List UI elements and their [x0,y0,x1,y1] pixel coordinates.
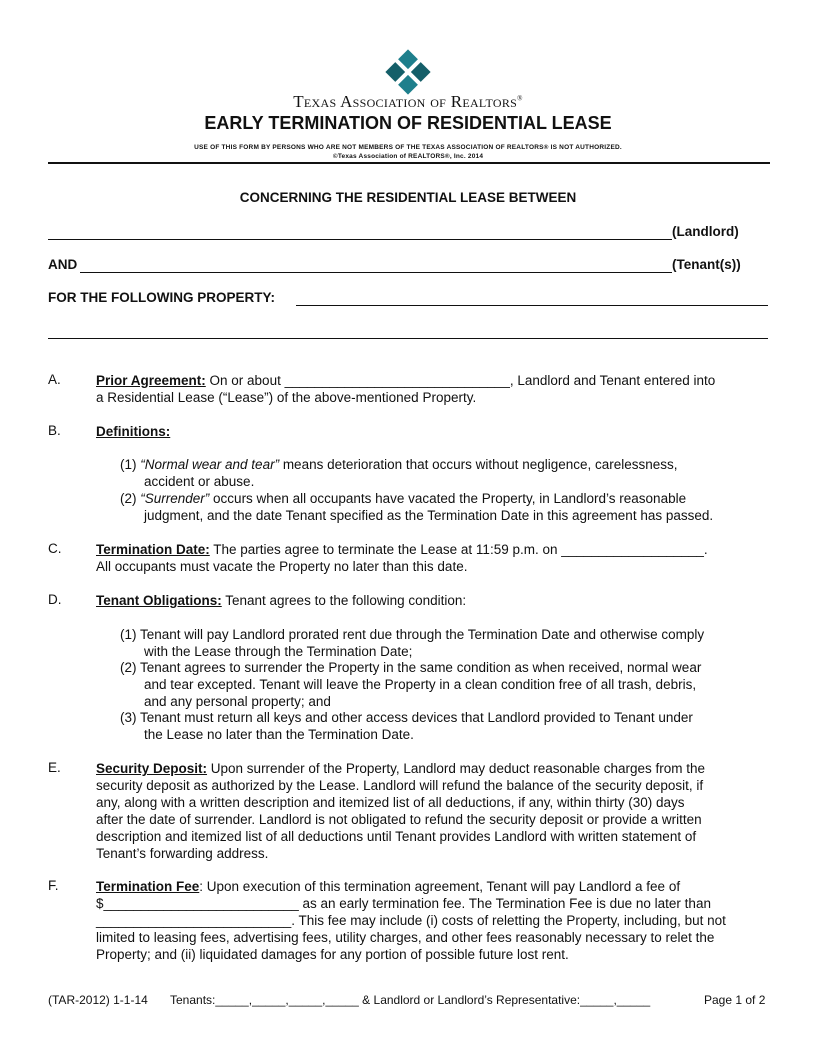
section-c-letter: C. [48,541,62,556]
landlord-label: (Landlord) [672,224,739,239]
landlord-field[interactable] [48,239,672,240]
property-label: FOR THE FOLLOWING PROPERTY: [48,290,275,305]
tenant-field[interactable] [80,272,672,273]
section-d-letter: D. [48,592,62,607]
form-title: EARLY TERMINATION OF RESIDENTIAL LEASE [204,113,612,133]
section-e-heading: Security Deposit: [96,761,208,776]
tar-logo-icon [382,46,434,98]
obligation-1: (1) Tenant will pay Landlord prorated rent due through the Termination Date and otherwise comply with the Lease through the Termination Date; [120,627,705,659]
section-d: Tenant Obligations: Tenant agrees to the following condition: [96,593,467,608]
section-a-heading: Prior Agreement: [96,373,206,388]
section-f-letter: F. [48,878,59,893]
obligation-2: (2) Tenant agrees to surrender the Property in the same condition as when received, normal wear and tear excepted. Tenant will leave the Property in a clean condition free of all trash, debris, and any personal property; and [120,660,702,709]
definition-2: (2) “Surrender” occurs when all occupants have vacated the Property, in Landlord’s reasonable judgment, and the date Tenant specified as the Termination Date in this agreement has passed. [120,491,714,523]
parties-heading: CONCERNING THE RESIDENTIAL LEASE BETWEEN [239,190,577,205]
section-e-letter: E. [48,760,61,775]
usage-notice: USE OF THIS FORM BY PERSONS WHO ARE NOT MEMBERS OF THE TEXAS ASSOCIATION OF REALTORS® IS NOT AUTHORIZED. ©Texas Association of REALTORS®, Inc. 2014 [194,144,622,160]
section-b-heading: Definitions: [96,424,171,439]
obligation-3: (3) Tenant must return all keys and other access devices that Landlord provided to Tenant under the Lease no later than the Termination Date. [120,710,693,742]
initials-line[interactable]: Tenants:_____,_____,_____,_____ & Landlord or Landlord’s Representative:_____,_____ [170,993,651,1007]
section-d-heading: Tenant Obligations: [96,593,222,608]
and-label: AND [48,257,78,272]
definition-1: (1) “Normal wear and tear” means deterioration that occurs without negligence, carelessness, accident or abuse. [120,457,678,489]
section-a: Prior Agreement: On or about ______________________________, Landlord and Tenant entered into a Residential Lease (“Lease”) of the above-mentioned Property. [96,373,716,405]
section-c: Termination Date: The parties agree to terminate the Lease at 11:59 p.m. on ___________________. All occupants must vacate the Property no later than this date. [96,542,708,574]
tenant-label: (Tenant(s)) [672,257,741,272]
form-id: (TAR-2012) 1-1-14 [48,993,148,1007]
section-f-heading: Termination Fee [96,879,200,894]
section-a-letter: A. [48,372,61,387]
section-b-letter: B. [48,423,61,438]
section-c-heading: Termination Date: [96,542,210,557]
section-f: Termination Fee: Upon execution of this termination agreement, Tenant will pay Landlord a fee of $__________________________ as an early termination fee. The Termination Fee is due no later than __________________________. This fee may include (i) costs of reletting the Property, including, but not limited to leasing fees, advertising fees, utility charges, and other fees reasonably necessary to relet the Property; and (ii) liquidated damages for any portion of possible future lost rent. [96,879,726,962]
organization-name: Texas Association of Realtors® [293,92,523,111]
page-number: Page 1 of 2 [704,993,766,1007]
section-e: Security Deposit: Upon surrender of the Property, Landlord may deduct reasonable charges from the security deposit as authorized by the Lease. Landlord will refund the balance of the security deposit, if any, along with a written description and itemized list of all deductions, if any, within thirty (30) days after the date of surrender. Landlord is not obligated to refund the security deposit or provide a written description and itemized list of all deductions until Tenant provides Landlord with written statement of Tenant’s forwarding address. [96,761,706,861]
property-field-2[interactable] [48,338,768,339]
header-rule [48,162,770,164]
property-field[interactable] [296,305,768,306]
